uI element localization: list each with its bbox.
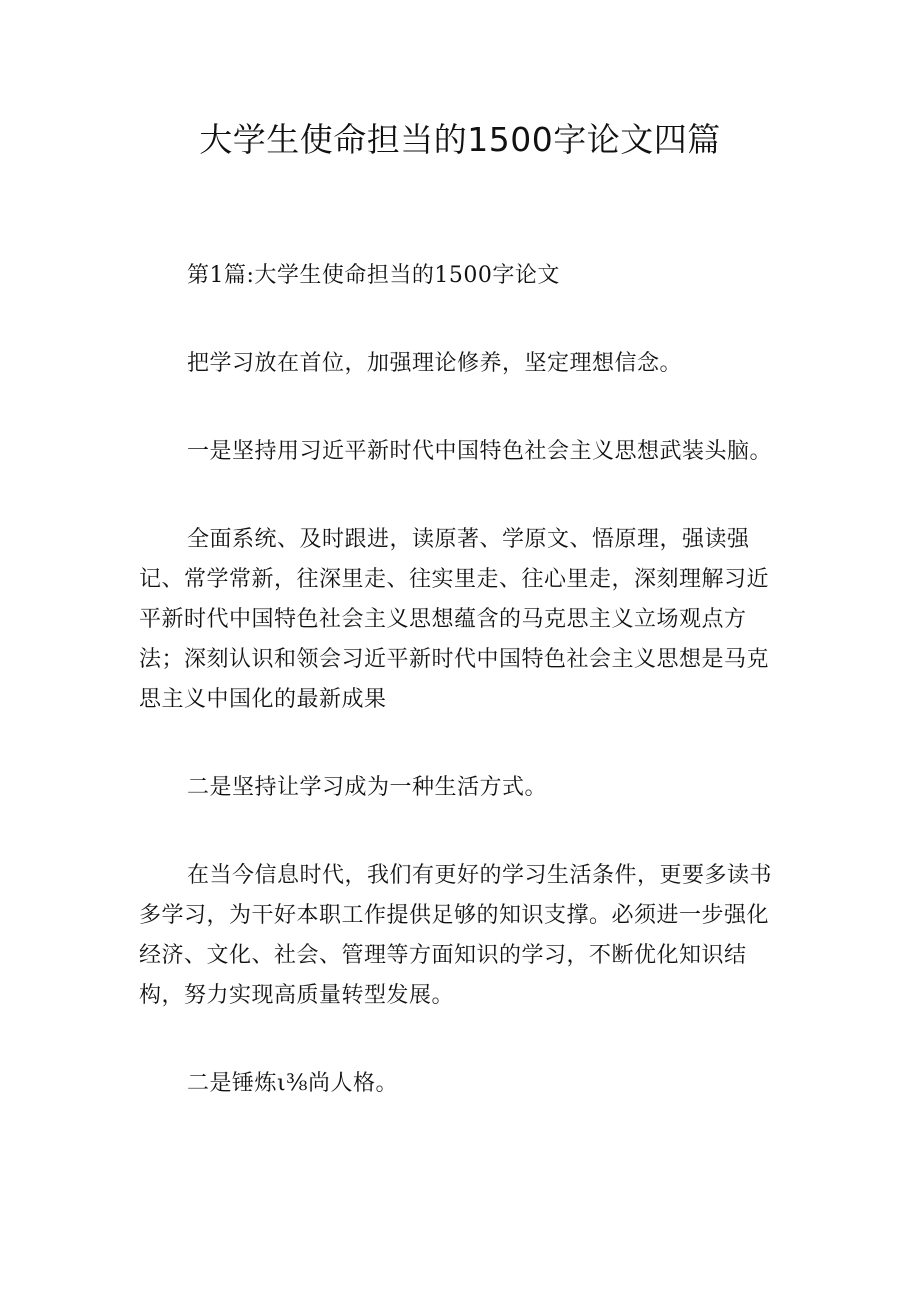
paragraph: 二是锤炼ι⅜尚人格。 (187, 1071, 398, 1096)
paragraph: 一是坚持用习近平新时代中国特色社会主义思想武装头脑。 (187, 439, 773, 464)
paragraph: 全面系统、及时跟进，读原著、学原文、悟原理，强读强记、常学常新，往深里走、往实里走、往心里走，深刻理解习近平新时代中国特色社会主义思想蕴含的马克思主义立场观点方法；深刻认识和领会习近平新时代中国特色社会主义思想是马克思主义中国化的最新成果 (139, 527, 770, 712)
paragraph: 把学习放在首位，加强理论修养，坚定理想信念。 (187, 351, 683, 376)
document-body (139, 256, 789, 1152)
document-title: 大学生使命担当的1500字论文四篇 (199, 120, 721, 159)
paragraph: 二是坚持让学习成为一种生活方式。 (187, 775, 548, 800)
paragraph: 在当今信息时代，我们有更好的学习生活条件，更要多读书多学习，为干好本职工作提供足够的知识支撑。必须进一步强化经济、文化、社会、管理等方面知识的学习，不断优化知识结构，努力实现高质量转型发展。 (139, 863, 773, 1008)
section-heading: 第1篇:大学生使命担当的1500字论文 (187, 263, 560, 288)
